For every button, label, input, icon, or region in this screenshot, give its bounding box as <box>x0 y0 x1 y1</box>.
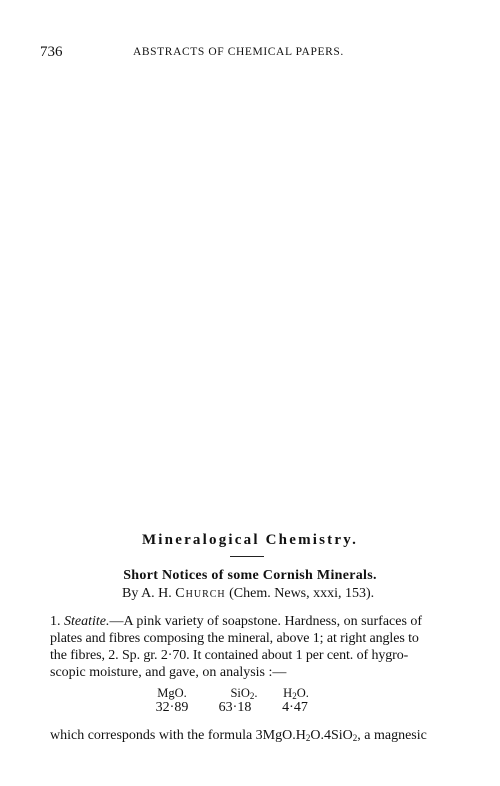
table-value-mgo: 32·89 <box>155 700 189 715</box>
byline-prefix: By A. H. <box>122 586 172 601</box>
citation: (Chem. News, xxxi, 153). <box>229 586 375 601</box>
byline <box>122 586 374 602</box>
table-header-h2o: $H_2O$. <box>283 686 309 701</box>
paragraph-line-2: plates and fibres composing the mineral, above 1; at right angles to <box>50 631 419 646</box>
item-number: 1. <box>50 614 61 629</box>
item-name: Steatite. <box>64 614 110 629</box>
running-head: ABSTRACTS OF CHEMICAL PAPERS. <box>133 46 344 58</box>
section-rule <box>230 556 264 557</box>
table-value-h2o: 4·47 <box>282 700 308 715</box>
table-header-sio2: SiO$_2$. <box>230 686 258 701</box>
closing-line: which corresponds with the formula $3MgO.H_2O.4SiO_2$, a magnesic <box>50 728 427 743</box>
section-title: Mineralogical Chemistry. <box>141 532 359 548</box>
table-value-sio2: 63·18 <box>218 700 252 715</box>
paragraph-line-1-text: —A pink variety of soapstone. Hardness, on surfaces of <box>109 614 423 629</box>
article-title: Short Notices of some Cornish Minerals. <box>123 568 377 583</box>
author-name: Church <box>175 586 226 601</box>
table-header-mgo: MgO. <box>157 686 187 700</box>
paragraph-line-1 <box>50 614 422 630</box>
paragraph-line-3: the fibres, 2. Sp. gr. 2·70. It contained about 1 per cent. of hygro- <box>50 648 409 663</box>
page-number: 736 <box>40 44 63 60</box>
paragraph-line-4: scopic moisture, and gave, on analysis :— <box>50 665 287 680</box>
